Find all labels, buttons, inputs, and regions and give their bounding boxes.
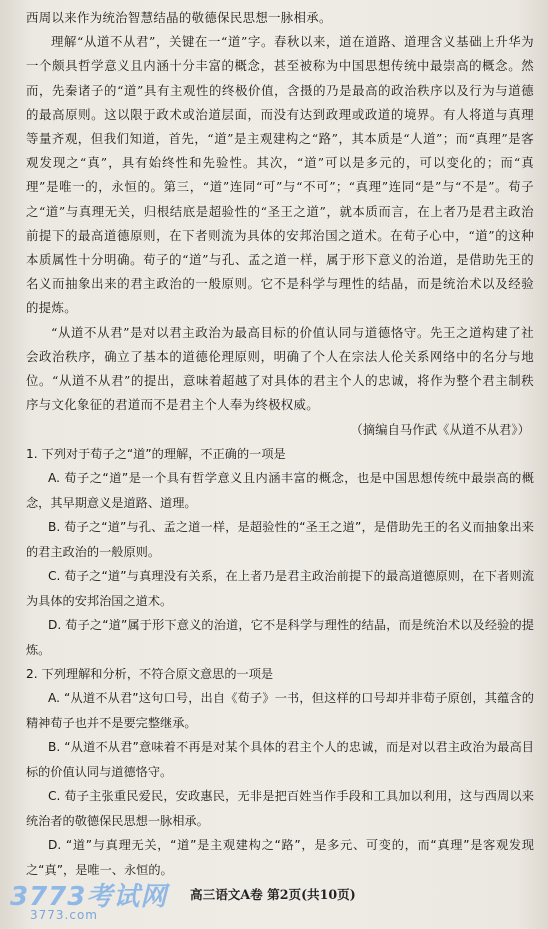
question-stem: 1. 下列对于荀子之“道”的理解，不正确的一项是	[26, 447, 286, 462]
page-number: 高三语文A卷 第2页(共10页)	[190, 887, 356, 902]
question-stem: 2. 下列理解和分析，不符合原文意思的一项是	[26, 667, 274, 682]
question-option: B. “从道不从君”意味着不再是对某个具体的君主个人的忠诚，而是对以君主政治为最高目标的价值认同与道德恪守。	[26, 740, 534, 779]
passage-source: （摘编自马作武《从道不从君》）	[350, 422, 530, 438]
question-option: C. 荀子主张重民爱民，安政惠民，无非是把百姓当作手段和工具加以利用，这与西周以来统治者的敬德保民思想一脉相承。	[26, 789, 534, 828]
watermark-url: 3773.com	[30, 908, 98, 922]
page-footer	[0, 870, 548, 929]
question-option: C. 荀子之“道”与真理没有关系，在上者乃是君主政治前提下的最高道德原则，在下者则流为具体的安邦治国之道术。	[26, 569, 534, 608]
question-option: A. “从道不从君”这句口号，出自《荀子》一书，但这样的口号却并非荀子原创，其蕴含的精神荀子也并不是要完整继承。	[26, 691, 534, 730]
passage-paragraph: “从道不从君”是对以君主政治为最高目标的价值认同与道德恪守。先王之道构建了社会政治秩序，确立了基本的道德伦理原则，明确了个人在宗法人伦关系网络中的名分与地位。“从道不从君”的提出，意味着超越了对具体的君主个人的忠诚，将作为整个君主制秩序与文化象征的君道而不是君主个人奉为终极权威。	[26, 324, 534, 413]
question-option: A. 荀子之“道”是一个具有哲学意义且内涵丰富的概念，也是中国思想传统中最崇高的概念，其早期意义是道路、道理。	[26, 471, 534, 510]
question-option: D. “道”与真理无关，“道”是主观建构之“路”，是多元、可变的，而“真理”是客观发现之“真”，是唯一、永恒的。	[26, 838, 534, 877]
question-option: D. 荀子之“道”属于形下意义的治道，它不是科学与理性的结晶，而是统治术以及经验的提炼。	[26, 618, 534, 657]
passage-paragraph: 西周以来作为统治智慧结晶的敬德保民思想一脉相承。	[26, 10, 332, 25]
question-option: B. 荀子之“道”与孔、孟之道一样，是超验性的“圣王之道”，是借助先王的名义而抽象出来的君主政治的一般原则。	[26, 520, 534, 559]
watermark-logo: 3773考试网	[10, 882, 168, 912]
passage-paragraph: 理解“从道不从君”，关键在一“道”字。春秋以来，道在道路、道理含义基础上升华为一个颇具哲学意义且内涵十分丰富的概念，甚至被称为中国思想传统中最崇高的概念。然而，先秦诸子的“道”具有主观性的终极价值，含摄的乃是最高的政治秩序以及行为与道德的最高原则。这以限于政术或治道层面，而没有达到政理或政道的境界。有人将道与真理等量齐观，但我们知道，首先，“道”是主观建构之“路”，其本质是“人道”；而“真理”是客观发现之“真”，具有始终性和先验性。其次，“道”可以是多元的，可以变化的；而“真理”是唯一的，永恒的。第三，“道”连同“可”与“不可”；“真理”连同“是”与“不是”。荀子之“道”与真理无关，归根结底是超验性的“圣王之道”，就本质而言，在上者乃是君主政治前提下的最高道德原则，在下者则流为具体的安邦治国之道术。在荀子心中，“道”的这种本质属性十分明确。荀子的“道”与孔、孟之道一样，属于形下意义的治道，是借助先王的名义而抽象出来的君主政治的一般原则。它不是科学与理性的结晶，而是统治术以及经验的提炼。	[26, 34, 534, 316]
